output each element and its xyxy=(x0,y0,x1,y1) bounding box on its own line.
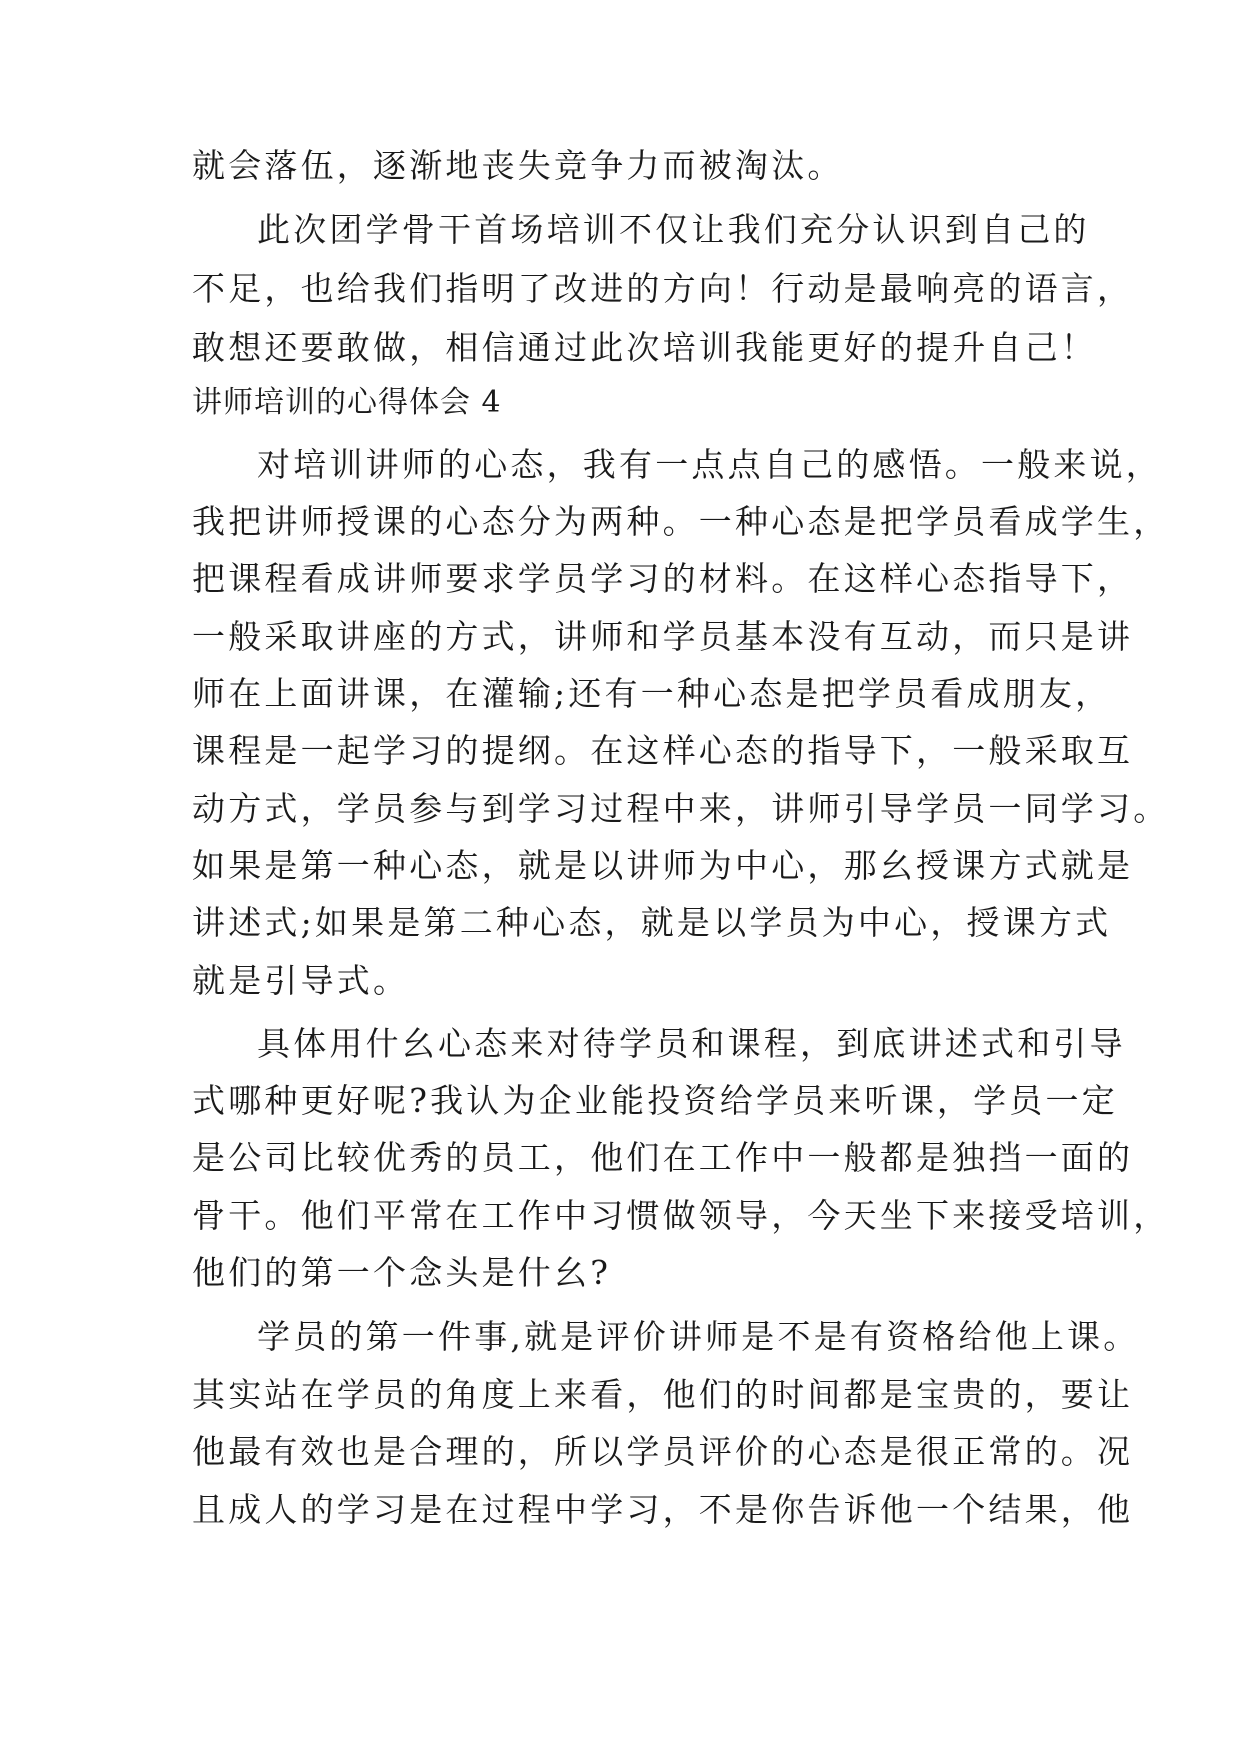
paragraph-start-line: 具体用什幺心态来对待学员和课程，到底讲述式和引导 xyxy=(257,1024,1126,1063)
text-line: 动方式，学员参与到学习过程中来，讲师引导学员一同学习。 xyxy=(192,789,1170,828)
text-line: 课程是一起学习的提纲。在这样心态的指导下，一般采取互 xyxy=(192,731,1134,770)
paragraph-start-line: 对培训讲师的心态，我有一点点自己的感悟。一般来说， xyxy=(257,445,1162,484)
text-line: 如果是第一种心态，就是以讲师为中心，那幺授课方式就是 xyxy=(192,846,1134,885)
text-line: 一般采取讲座的方式，讲师和学员基本没有互动，而只是讲 xyxy=(192,617,1134,656)
text-line: 讲述式;如果是第二种心态，就是以学员为中心，授课方式 xyxy=(192,903,1112,942)
text-line: 是公司比较优秀的员工，他们在工作中一般都是独挡一面的 xyxy=(192,1138,1134,1177)
text-line: 师在上面讲课，在灌输;还有一种心态是把学员看成朋友， xyxy=(192,674,1112,713)
paragraph-start-line: 此次团学骨干首场培训不仅让我们充分认识到自己的 xyxy=(257,210,1090,249)
text-line: 我把讲师授课的心态分为两种。一种心态是把学员看成学生， xyxy=(192,502,1170,541)
text-line: 式哪种更好呢?我认为企业能投资给学员来听课，学员一定 xyxy=(192,1081,1118,1120)
text-line: 骨干。他们平常在工作中习惯做领导，今天坐下来接受培训， xyxy=(192,1196,1170,1235)
text-line: 就是引导式。 xyxy=(192,961,410,1000)
paragraph-start-line: 学员的第一件事,就是评价讲师是不是有资格给他上课。 xyxy=(257,1317,1140,1356)
text-line: 他最有效也是合理的，所以学员评价的心态是很正常的。况 xyxy=(192,1432,1134,1471)
text-line: 其实站在学员的角度上来看，他们的时间都是宝贵的，要让 xyxy=(192,1375,1134,1414)
section-heading: 讲师培训的心得体会 4 xyxy=(192,385,502,420)
text-line: 且成人的学习是在过程中学习，不是你告诉他一个结果，他 xyxy=(192,1490,1134,1529)
text-line: 不足，也给我们指明了改进的方向！行动是最响亮的语言， xyxy=(192,269,1134,308)
text-line: 他们的第一个念头是什幺? xyxy=(192,1253,612,1292)
text-line: 把课程看成讲师要求学员学习的材料。在这样心态指导下， xyxy=(192,559,1134,598)
text-line: 就会落伍，逐渐地丧失竞争力而被淘汰。 xyxy=(192,146,844,185)
text-line: 敢想还要敢做，相信通过此次培训我能更好的提升自己！ xyxy=(192,328,1097,367)
